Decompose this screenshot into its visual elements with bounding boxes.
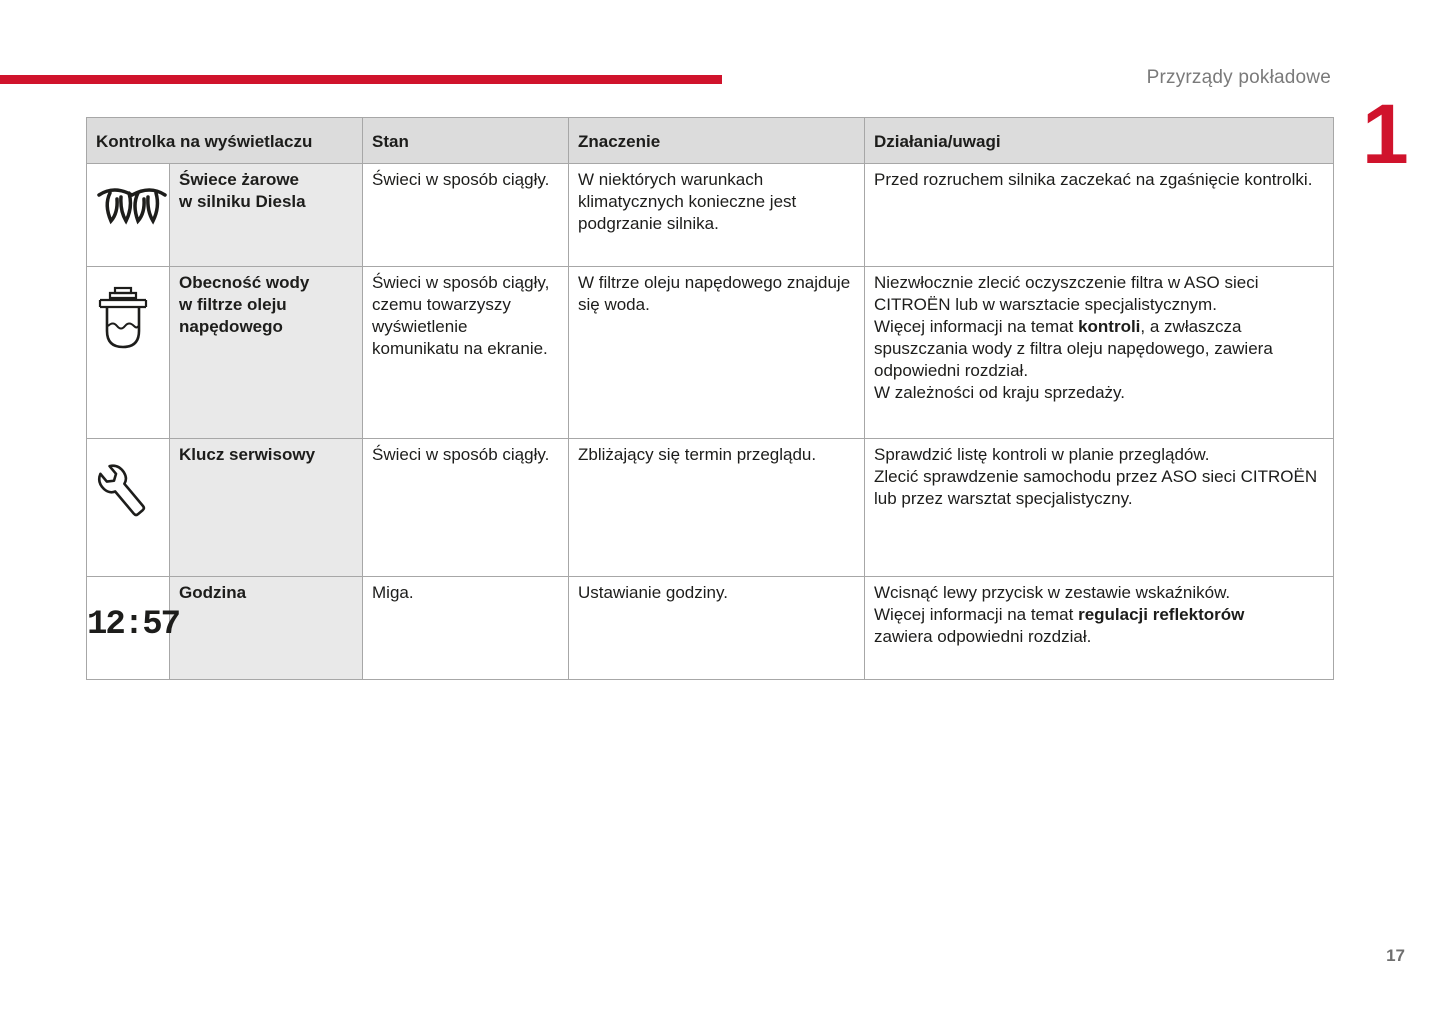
wrench-icon — [96, 458, 152, 524]
glow-plug-icon — [96, 183, 168, 233]
actions-cell: Przed rozruchem silnika zaczekać na zgaśnięcie kontrolki. — [865, 164, 1334, 267]
bold-reference: regulacji reflektorów — [1078, 605, 1245, 624]
indicator-table — [86, 117, 1334, 680]
actions-cell: Wcisnąć lewy przycisk w zestawie wskaźników. Więcej informacji na temat regulacji reflektorów zawiera odpowiedni rozdział. — [865, 577, 1334, 680]
actions-cell: Sprawdzić listę kontroli w planie przeglądów. Zlecić sprawdzenie samochodu przez ASO sieci CITROËN lub przez warsztat specjalistyczny. — [865, 439, 1334, 577]
table-row — [87, 267, 1334, 439]
table-header-row — [87, 118, 1334, 164]
table-row — [87, 439, 1334, 577]
meaning-cell: Zbliżający się termin przeglądu. — [569, 439, 865, 577]
column-header-meaning: Znaczenie — [569, 118, 865, 164]
page-number: 17 — [1386, 946, 1405, 965]
icon-cell — [87, 267, 170, 439]
clock-display-icon — [86, 604, 180, 644]
clock-display-text: 12:57 — [86, 606, 180, 644]
header-accent-bar — [0, 75, 722, 84]
section-title: Przyrządy pokładowe — [1146, 67, 1331, 88]
column-header-actions: Działania/uwagi — [865, 118, 1334, 164]
indicator-name: Obecność wody w filtrze oleju napędowego — [170, 267, 363, 439]
state-cell: Świeci w sposób ciągły. — [363, 439, 569, 577]
state-cell: Miga. — [363, 577, 569, 680]
icon-cell — [87, 164, 170, 267]
icon-cell — [86, 577, 180, 680]
indicator-name: Świece żarowe w silniku Diesla — [170, 164, 363, 267]
chapter-number: 1 — [1362, 87, 1409, 181]
indicator-name: Klucz serwisowy — [170, 439, 363, 577]
bold-reference: kontroli — [1078, 317, 1141, 336]
column-header-state: Stan — [363, 118, 569, 164]
state-cell: Świeci w sposób ciągły, czemu towarzyszy wyświetlenie komunikatu na ekranie. — [363, 267, 569, 439]
column-header-indicator: Kontrolka na wyświetlaczu — [87, 118, 363, 164]
icon-cell — [87, 439, 170, 577]
state-cell: Świeci w sposób ciągły. — [363, 164, 569, 267]
meaning-cell: W filtrze oleju napędowego znajduje się woda. — [569, 267, 865, 439]
meaning-cell: Ustawianie godziny. — [569, 577, 865, 680]
table-row — [87, 577, 1334, 680]
indicator-name: Godzina — [170, 577, 363, 680]
meaning-cell: W niektórych warunkach klimatycznych konieczne jest podgrzanie silnika. — [569, 164, 865, 267]
water-in-diesel-filter-icon — [96, 286, 150, 356]
actions-cell: Niezwłocznie zlecić oczyszczenie filtra w ASO sieci CITROËN lub w warsztacie specjalistycznym. Więcej informacji na temat kontroli, a zwłaszcza spuszczania wody z filtra oleju napędowego, zawiera odpowiedni rozdział. W zależności od kraju sprzedaży. — [865, 267, 1334, 439]
table-row — [87, 164, 1334, 267]
